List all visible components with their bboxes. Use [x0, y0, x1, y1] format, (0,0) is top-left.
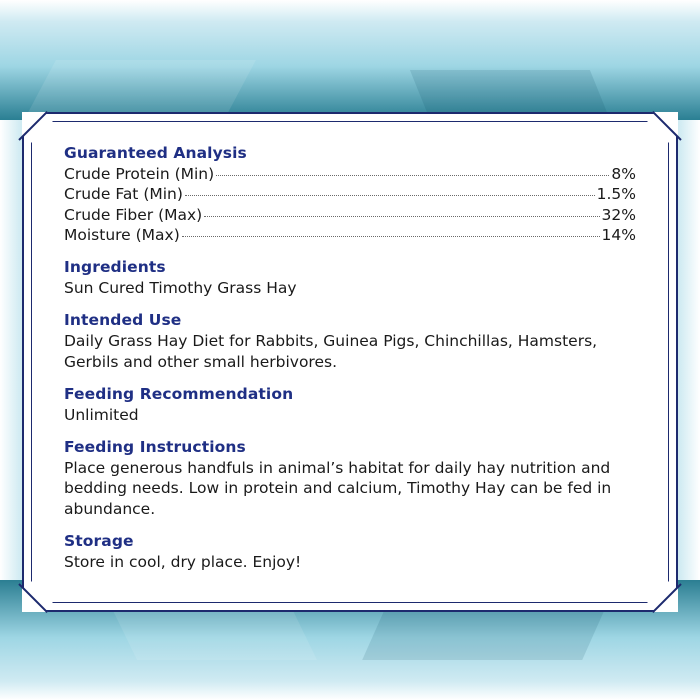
analysis-row	[64, 164, 636, 184]
section-title-storage: Storage	[64, 532, 134, 551]
section-title-feeding-recommendation: Feeding Recommendation	[64, 384, 294, 403]
section-ingredients	[64, 258, 636, 299]
section-intended-use	[64, 311, 636, 373]
section-title-guaranteed-analysis: Guaranteed Analysis	[64, 144, 247, 162]
analysis-nutrient-name: Crude Protein (Min)	[64, 165, 215, 183]
analysis-row	[64, 225, 636, 245]
corner-decoration-bottom-left	[18, 583, 48, 613]
dot-leader	[204, 216, 599, 217]
section-body-ingredients: Sun Cured Timothy Grass Hay	[64, 278, 297, 297]
section-title-feeding-instructions: Feeding Instructions	[64, 437, 246, 456]
analysis-nutrient-name: Moisture (Max)	[64, 226, 180, 245]
nutrition-label-card	[22, 112, 678, 612]
analysis-nutrient-name: Crude Fat (Min)	[64, 185, 183, 204]
dot-leader	[182, 236, 600, 237]
background-gradient-top	[0, 0, 700, 120]
section-feeding-recommendation	[64, 385, 636, 426]
analysis-nutrient-value: 32%	[601, 205, 636, 224]
corner-decoration-top-left	[18, 111, 48, 141]
section-title-ingredients: Ingredients	[64, 257, 166, 276]
analysis-nutrient-value: 1.5%	[596, 185, 636, 204]
guaranteed-analysis-table	[64, 164, 636, 246]
section-body-storage: Store in cool, dry place. Enjoy!	[64, 553, 302, 572]
analysis-nutrient-value: 14%	[601, 226, 636, 245]
analysis-row	[64, 205, 636, 225]
corner-decoration-top-right	[652, 111, 682, 141]
analysis-nutrient-value: 8%	[611, 165, 636, 183]
section-guaranteed-analysis	[64, 144, 636, 246]
section-title-intended-use: Intended Use	[64, 310, 182, 329]
analysis-nutrient-name: Crude Fiber (Max)	[64, 205, 203, 224]
section-body-feeding-recommendation: Unlimited	[64, 405, 139, 424]
label-content	[64, 144, 636, 573]
corner-decoration-bottom-right	[652, 583, 682, 613]
section-body-intended-use: Daily Grass Hay Diet for Rabbits, Guinea Pigs, Chinchillas, Hamsters, Gerbils and other small herbivores.	[64, 331, 598, 371]
section-feeding-instructions	[64, 438, 636, 521]
dot-leader	[185, 195, 595, 196]
analysis-row	[64, 184, 636, 204]
section-body-feeding-instructions: Place generous handfuls in animal’s habitat for daily hay nutrition and bedding needs. Low in protein and calcium, Timothy Hay can be fed in abundance.	[64, 458, 612, 519]
dot-leader	[216, 175, 609, 176]
section-storage	[64, 532, 636, 573]
